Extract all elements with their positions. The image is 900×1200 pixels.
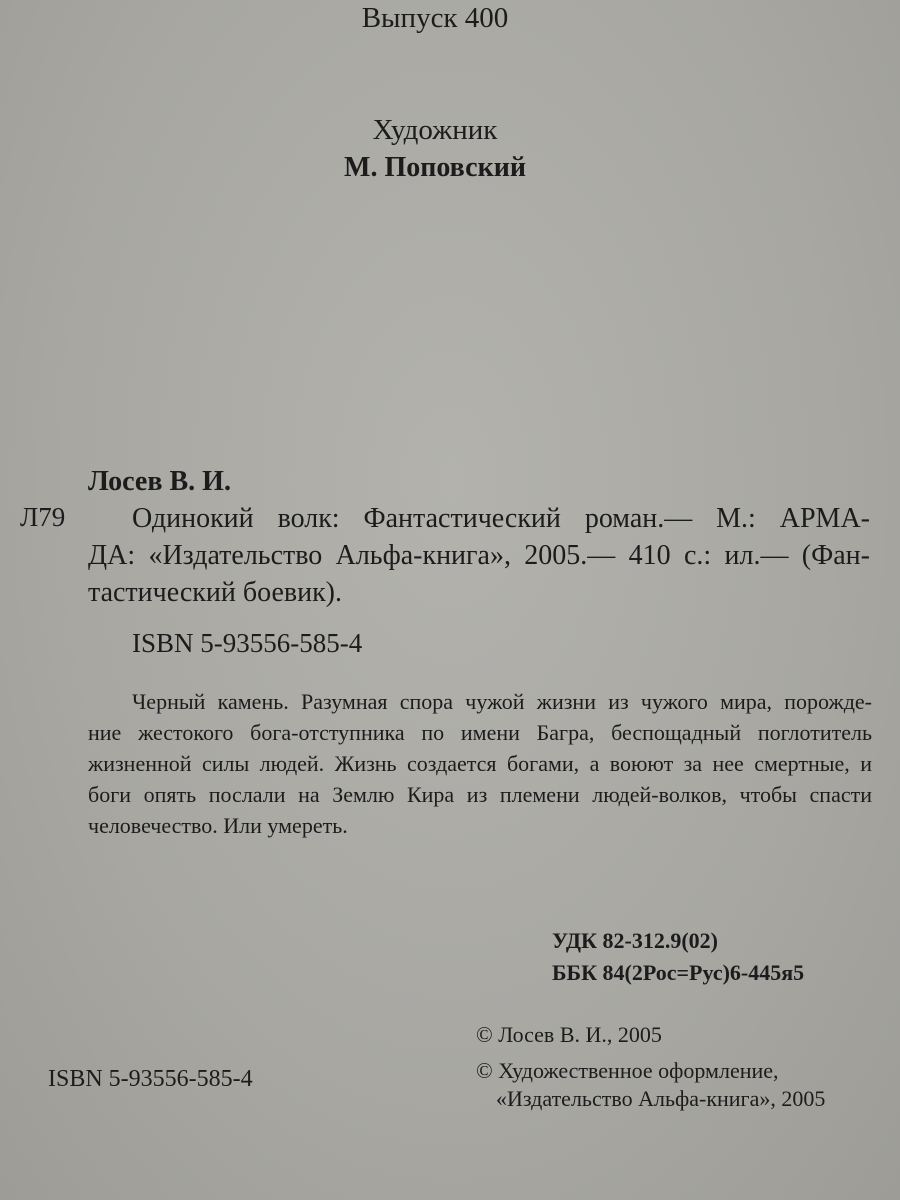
bibliographic-description [88, 500, 870, 611]
copyright-author: © Лосев В. И., 2005 [476, 1022, 662, 1047]
artist-label: Художник [372, 114, 498, 146]
isbn-main: ISBN 5-93556-585-4 [132, 628, 363, 658]
annotation-line-1: Черный камень. Разумная спора чужой жизни из чужого мира, порожде- [132, 689, 872, 714]
isbn-footer: ISBN 5-93556-585-4 [48, 1066, 253, 1092]
bbk-code: ББК 84(2Рос=Рус)6-445я5 [552, 960, 805, 985]
annotation-line-5: человечество. Или умереть. [88, 813, 348, 838]
bib-line-3: тастический боевик). [88, 577, 343, 608]
bib-line-1: Одинокий волк: Фантастический роман.— М.: АРМА- [132, 503, 870, 534]
udk-code: УДК 82-312.9(02) [552, 928, 718, 953]
bib-line-2: ДА: «Издательство Альфа-книга», 2005.— 410 с.: ил.— (Фан- [88, 540, 870, 571]
series-issue: Выпуск 400 [361, 2, 509, 34]
annotation-line-4: боги опять послали на Землю Кира из племени людей-волков, чтобы спасти [88, 782, 872, 807]
annotation [88, 686, 872, 841]
author-name: Лосев В. И. [88, 466, 231, 497]
annotation-line-3: жизненной силы людей. Жизнь создается богами, а воюют за нее смертные, и [88, 751, 872, 776]
copyright-design: © Художественное оформление, [476, 1058, 779, 1083]
annotation-line-2: ние жестокого бога-отступника по имени Багра, беспощадный поглотитель [88, 720, 872, 745]
library-code: Л79 [20, 502, 66, 532]
artist-name: М. Поповский [344, 152, 526, 183]
copyright-publisher: «Издательство Альфа-книга», 2005 [496, 1086, 826, 1111]
